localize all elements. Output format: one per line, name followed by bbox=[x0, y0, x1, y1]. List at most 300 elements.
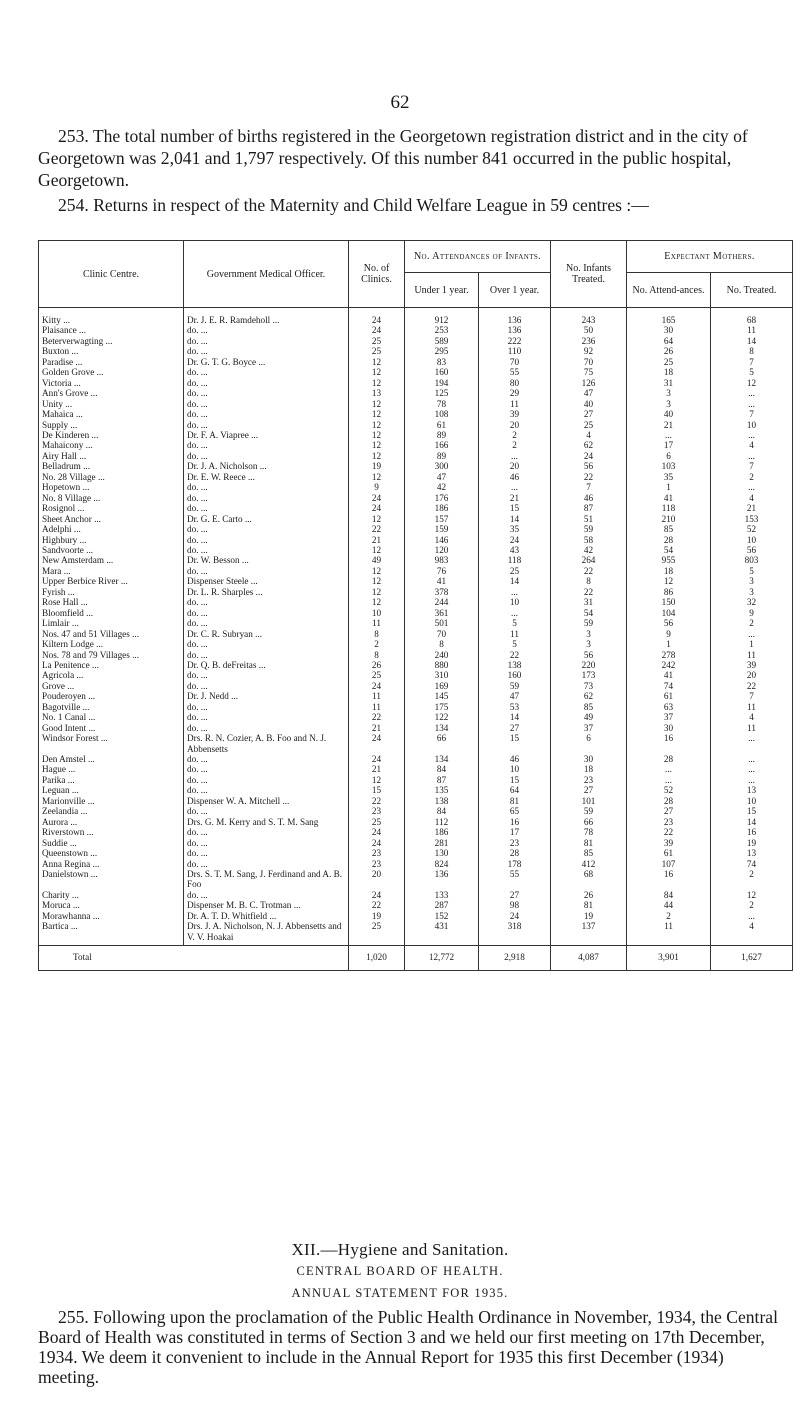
clinic-centre-cell: Marionville ... bbox=[39, 796, 184, 806]
mothers-treated-cell: 10 bbox=[711, 420, 793, 430]
clinics-cell: 23 bbox=[349, 848, 405, 858]
clinic-centre-cell: No. 8 Village ... bbox=[39, 493, 184, 503]
under-1-cell: 431 bbox=[405, 921, 479, 945]
clinics-cell: 21 bbox=[349, 723, 405, 733]
header-mothers-treated: No. Treated. bbox=[711, 273, 793, 308]
mothers-treated-cell: ... bbox=[711, 482, 793, 492]
table-row bbox=[39, 838, 793, 848]
clinic-centre-cell: Riverstown ... bbox=[39, 827, 184, 837]
officer-cell: do. ... bbox=[184, 409, 349, 419]
table-row bbox=[39, 775, 793, 785]
under-1-cell: 361 bbox=[405, 608, 479, 618]
mothers-treated-cell: 68 bbox=[711, 308, 793, 326]
mother-attendances-cell: 17 bbox=[627, 440, 711, 450]
mother-attendances-cell: 278 bbox=[627, 650, 711, 660]
officer-cell: do. ... bbox=[184, 399, 349, 409]
over-1-cell: ... bbox=[479, 608, 551, 618]
mother-attendances-cell: 103 bbox=[627, 461, 711, 471]
table-row bbox=[39, 357, 793, 367]
mothers-treated-cell: 1 bbox=[711, 639, 793, 649]
under-1-cell: 194 bbox=[405, 378, 479, 388]
mother-attendances-cell: 28 bbox=[627, 535, 711, 545]
clinic-centre-cell: Den Amstel ... bbox=[39, 754, 184, 764]
mothers-treated-cell: 5 bbox=[711, 566, 793, 576]
mother-attendances-cell: 21 bbox=[627, 420, 711, 430]
clinic-centre-cell: Rose Hall ... bbox=[39, 597, 184, 607]
infants-treated-cell: 75 bbox=[551, 367, 627, 377]
mother-attendances-cell: 1 bbox=[627, 639, 711, 649]
over-1-cell: 5 bbox=[479, 639, 551, 649]
under-1-cell: 166 bbox=[405, 440, 479, 450]
over-1-cell: 53 bbox=[479, 702, 551, 712]
infants-treated-cell: 243 bbox=[551, 308, 627, 326]
clinics-cell: 12 bbox=[349, 378, 405, 388]
clinics-cell: 21 bbox=[349, 764, 405, 774]
infants-treated-cell: 22 bbox=[551, 566, 627, 576]
under-1-cell: 122 bbox=[405, 712, 479, 722]
clinics-cell: 19 bbox=[349, 911, 405, 921]
clinics-cell: 24 bbox=[349, 325, 405, 335]
infants-treated-cell: 50 bbox=[551, 325, 627, 335]
mother-attendances-cell: 104 bbox=[627, 608, 711, 618]
clinic-centre-cell: Kiltern Lodge ... bbox=[39, 639, 184, 649]
table-row bbox=[39, 712, 793, 722]
officer-cell: do. ... bbox=[184, 493, 349, 503]
infants-treated-cell: 68 bbox=[551, 869, 627, 890]
infants-treated-cell: 42 bbox=[551, 545, 627, 555]
officer-cell: do. ... bbox=[184, 597, 349, 607]
mothers-treated-cell: 11 bbox=[711, 702, 793, 712]
table-row bbox=[39, 900, 793, 910]
clinic-centre-cell: Supply ... bbox=[39, 420, 184, 430]
table-row bbox=[39, 785, 793, 795]
clinic-centre-cell: Hague ... bbox=[39, 764, 184, 774]
mother-attendances-cell: 41 bbox=[627, 670, 711, 680]
statement-heading: ANNUAL STATEMENT FOR 1935. bbox=[291, 1286, 509, 1300]
over-1-cell: 222 bbox=[479, 336, 551, 346]
under-1-cell: 176 bbox=[405, 493, 479, 503]
under-1-cell: 589 bbox=[405, 336, 479, 346]
mother-attendances-cell: ... bbox=[627, 775, 711, 785]
table-row bbox=[39, 503, 793, 513]
table-row bbox=[39, 921, 793, 945]
mothers-treated-cell: ... bbox=[711, 764, 793, 774]
clinics-cell: 12 bbox=[349, 545, 405, 555]
over-1-cell: 20 bbox=[479, 461, 551, 471]
clinics-cell: 12 bbox=[349, 430, 405, 440]
officer-cell: do. ... bbox=[184, 859, 349, 869]
total-infants-treated: 4,087 bbox=[551, 946, 627, 970]
mother-attendances-cell: 28 bbox=[627, 754, 711, 764]
clinics-cell: 12 bbox=[349, 399, 405, 409]
over-1-cell: 24 bbox=[479, 911, 551, 921]
table-row bbox=[39, 493, 793, 503]
infants-treated-cell: 173 bbox=[551, 670, 627, 680]
clinics-cell: 25 bbox=[349, 817, 405, 827]
under-1-cell: 186 bbox=[405, 503, 479, 513]
table-row bbox=[39, 817, 793, 827]
officer-cell: do. ... bbox=[184, 775, 349, 785]
table-row bbox=[39, 911, 793, 921]
mother-attendances-cell: 61 bbox=[627, 691, 711, 701]
over-1-cell: 47 bbox=[479, 691, 551, 701]
mothers-treated-cell: 2 bbox=[711, 900, 793, 910]
under-1-cell: 84 bbox=[405, 806, 479, 816]
officer-cell: do. ... bbox=[184, 723, 349, 733]
under-1-cell: 281 bbox=[405, 838, 479, 848]
header-attendances-infants: No. Attendances of Infants. bbox=[405, 241, 551, 273]
header-infants-treated: No. Infants Treated. bbox=[551, 241, 627, 308]
officer-cell: do. ... bbox=[184, 618, 349, 628]
table-row bbox=[39, 482, 793, 492]
clinic-centre-cell: Zeelandia ... bbox=[39, 806, 184, 816]
mother-attendances-cell: 18 bbox=[627, 367, 711, 377]
under-1-cell: 501 bbox=[405, 618, 479, 628]
clinic-centre-cell: Golden Grove ... bbox=[39, 367, 184, 377]
over-1-cell: 17 bbox=[479, 827, 551, 837]
clinic-centre-cell: Parika ... bbox=[39, 775, 184, 785]
under-1-cell: 108 bbox=[405, 409, 479, 419]
mother-attendances-cell: 85 bbox=[627, 524, 711, 534]
infants-treated-cell: 59 bbox=[551, 524, 627, 534]
mothers-treated-cell: 2 bbox=[711, 472, 793, 482]
officer-cell: do. ... bbox=[184, 806, 349, 816]
paragraph-255: 255. Following upon the proclamation of the Public Health Ordinance in November, 1934, the Central Board of Health was constituted in terms of Section 3 and we held our first meeting on 17th December, 1934. We deem it convenient to include in the Annual Report for 1935 this first December (1934) meeting. bbox=[38, 1307, 778, 1387]
over-1-cell: 10 bbox=[479, 597, 551, 607]
table-row bbox=[39, 472, 793, 482]
under-1-cell: 300 bbox=[405, 461, 479, 471]
over-1-cell: 23 bbox=[479, 838, 551, 848]
infants-treated-cell: 18 bbox=[551, 764, 627, 774]
over-1-cell: 35 bbox=[479, 524, 551, 534]
clinics-cell: 12 bbox=[349, 367, 405, 377]
under-1-cell: 152 bbox=[405, 911, 479, 921]
mother-attendances-cell: 118 bbox=[627, 503, 711, 513]
table-row bbox=[39, 859, 793, 869]
under-1-cell: 89 bbox=[405, 430, 479, 440]
officer-cell: do. ... bbox=[184, 346, 349, 356]
clinics-cell: 22 bbox=[349, 712, 405, 722]
clinics-cell: 11 bbox=[349, 618, 405, 628]
over-1-cell: 15 bbox=[479, 775, 551, 785]
clinic-centre-cell: La Penitence ... bbox=[39, 660, 184, 670]
clinic-centre-cell: Buxton ... bbox=[39, 346, 184, 356]
mothers-treated-cell: 14 bbox=[711, 817, 793, 827]
infants-treated-cell: 22 bbox=[551, 472, 627, 482]
infants-treated-cell: 30 bbox=[551, 754, 627, 764]
under-1-cell: 134 bbox=[405, 754, 479, 764]
clinics-cell: 12 bbox=[349, 587, 405, 597]
mother-attendances-cell: 16 bbox=[627, 733, 711, 754]
table-row bbox=[39, 308, 793, 326]
mothers-treated-cell: 12 bbox=[711, 378, 793, 388]
clinic-centre-cell: Fyrish ... bbox=[39, 587, 184, 597]
mothers-treated-cell: ... bbox=[711, 629, 793, 639]
mothers-treated-cell: ... bbox=[711, 430, 793, 440]
paragraph-254: 254. Returns in respect of the Maternity and Child Welfare League in 59 centres :— bbox=[58, 195, 649, 215]
clinic-centre-cell: Mara ... bbox=[39, 566, 184, 576]
mothers-treated-cell: 7 bbox=[711, 691, 793, 701]
over-1-cell: 29 bbox=[479, 388, 551, 398]
clinics-cell: 12 bbox=[349, 566, 405, 576]
officer-cell: do. ... bbox=[184, 670, 349, 680]
over-1-cell: 28 bbox=[479, 848, 551, 858]
infants-treated-cell: 26 bbox=[551, 890, 627, 900]
officer-cell: Dr. Q. B. deFreitas ... bbox=[184, 660, 349, 670]
mothers-treated-cell: 7 bbox=[711, 461, 793, 471]
table-row bbox=[39, 733, 793, 754]
under-1-cell: 159 bbox=[405, 524, 479, 534]
clinic-centre-cell: New Amsterdam ... bbox=[39, 555, 184, 565]
officer-cell: do. ... bbox=[184, 838, 349, 848]
clinics-cell: 24 bbox=[349, 838, 405, 848]
clinics-cell: 49 bbox=[349, 555, 405, 565]
clinic-centre-cell: Mahaica ... bbox=[39, 409, 184, 419]
over-1-cell: 25 bbox=[479, 566, 551, 576]
header-officer: Government Medical Officer. bbox=[184, 241, 349, 308]
infants-treated-cell: 27 bbox=[551, 785, 627, 795]
mother-attendances-cell: 54 bbox=[627, 545, 711, 555]
infants-treated-cell: 59 bbox=[551, 618, 627, 628]
clinics-cell: 23 bbox=[349, 806, 405, 816]
under-1-cell: 880 bbox=[405, 660, 479, 670]
table-row bbox=[39, 325, 793, 335]
mother-attendances-cell: 63 bbox=[627, 702, 711, 712]
under-1-cell: 310 bbox=[405, 670, 479, 680]
table-row bbox=[39, 451, 793, 461]
under-1-cell: 169 bbox=[405, 681, 479, 691]
under-1-cell: 186 bbox=[405, 827, 479, 837]
clinic-centre-cell: Mahaicony ... bbox=[39, 440, 184, 450]
infants-treated-cell: 7 bbox=[551, 482, 627, 492]
clinics-cell: 24 bbox=[349, 827, 405, 837]
clinics-cell: 22 bbox=[349, 900, 405, 910]
under-1-cell: 175 bbox=[405, 702, 479, 712]
mother-attendances-cell: 27 bbox=[627, 806, 711, 816]
table-row bbox=[39, 524, 793, 534]
under-1-cell: 244 bbox=[405, 597, 479, 607]
under-1-cell: 112 bbox=[405, 817, 479, 827]
over-1-cell: 24 bbox=[479, 535, 551, 545]
mothers-treated-cell: 803 bbox=[711, 555, 793, 565]
officer-cell: Dr. W. Besson ... bbox=[184, 555, 349, 565]
infants-treated-cell: 70 bbox=[551, 357, 627, 367]
mothers-treated-cell: 7 bbox=[711, 409, 793, 419]
over-1-cell: 15 bbox=[479, 733, 551, 754]
clinics-cell: 8 bbox=[349, 650, 405, 660]
under-1-cell: 253 bbox=[405, 325, 479, 335]
over-1-cell: 118 bbox=[479, 555, 551, 565]
over-1-cell: 14 bbox=[479, 514, 551, 524]
clinics-cell: 11 bbox=[349, 702, 405, 712]
officer-cell: do. ... bbox=[184, 420, 349, 430]
table-row bbox=[39, 587, 793, 597]
mother-attendances-cell: 40 bbox=[627, 409, 711, 419]
over-1-cell: 110 bbox=[479, 346, 551, 356]
clinic-centre-cell: Good Intent ... bbox=[39, 723, 184, 733]
table-row bbox=[39, 702, 793, 712]
mother-attendances-cell: 56 bbox=[627, 618, 711, 628]
infants-treated-cell: 81 bbox=[551, 900, 627, 910]
clinics-cell: 12 bbox=[349, 451, 405, 461]
infants-treated-cell: 24 bbox=[551, 451, 627, 461]
table-body bbox=[39, 308, 793, 946]
under-1-cell: 157 bbox=[405, 514, 479, 524]
mothers-treated-cell: ... bbox=[711, 388, 793, 398]
mother-attendances-cell: 28 bbox=[627, 796, 711, 806]
clinic-centre-cell: Upper Berbice River ... bbox=[39, 576, 184, 586]
under-1-cell: 8 bbox=[405, 639, 479, 649]
over-1-cell: 43 bbox=[479, 545, 551, 555]
mother-attendances-cell: ... bbox=[627, 764, 711, 774]
over-1-cell: 136 bbox=[479, 308, 551, 326]
mothers-treated-cell: 2 bbox=[711, 618, 793, 628]
clinic-centre-cell: No. 1 Canal ... bbox=[39, 712, 184, 722]
mother-attendances-cell: 74 bbox=[627, 681, 711, 691]
clinic-centre-cell: Sandvoorte ... bbox=[39, 545, 184, 555]
under-1-cell: 378 bbox=[405, 587, 479, 597]
officer-cell: do. ... bbox=[184, 388, 349, 398]
clinics-cell: 21 bbox=[349, 535, 405, 545]
table-row bbox=[39, 650, 793, 660]
clinics-cell: 12 bbox=[349, 576, 405, 586]
header-clinic-centre: Clinic Centre. bbox=[39, 241, 184, 308]
infants-treated-cell: 49 bbox=[551, 712, 627, 722]
mothers-treated-cell: 153 bbox=[711, 514, 793, 524]
mother-attendances-cell: 35 bbox=[627, 472, 711, 482]
officer-cell: Dr. J. Nedd ... bbox=[184, 691, 349, 701]
officer-cell: do. ... bbox=[184, 325, 349, 335]
over-1-cell: 27 bbox=[479, 723, 551, 733]
clinic-centre-cell: Leguan ... bbox=[39, 785, 184, 795]
mother-attendances-cell: 39 bbox=[627, 838, 711, 848]
infants-treated-cell: 40 bbox=[551, 399, 627, 409]
officer-cell: do. ... bbox=[184, 702, 349, 712]
clinics-cell: 12 bbox=[349, 775, 405, 785]
infants-treated-cell: 51 bbox=[551, 514, 627, 524]
under-1-cell: 41 bbox=[405, 576, 479, 586]
mothers-treated-cell: 10 bbox=[711, 535, 793, 545]
table-row bbox=[39, 535, 793, 545]
clinic-centre-cell: De Kinderen ... bbox=[39, 430, 184, 440]
over-1-cell: 39 bbox=[479, 409, 551, 419]
officer-cell: do. ... bbox=[184, 681, 349, 691]
under-1-cell: 42 bbox=[405, 482, 479, 492]
mothers-treated-cell: 16 bbox=[711, 827, 793, 837]
header-clinics: No. of Clinics. bbox=[349, 241, 405, 308]
under-1-cell: 130 bbox=[405, 848, 479, 858]
mother-attendances-cell: 165 bbox=[627, 308, 711, 326]
under-1-cell: 287 bbox=[405, 900, 479, 910]
header-mother-attendances: No. Attend-ances. bbox=[627, 273, 711, 308]
clinics-cell: 25 bbox=[349, 921, 405, 945]
header-over-1-year: Over 1 year. bbox=[479, 273, 551, 308]
page-number: 62 bbox=[390, 92, 410, 113]
officer-cell: do. ... bbox=[184, 566, 349, 576]
officer-cell: do. ... bbox=[184, 785, 349, 795]
table-row bbox=[39, 660, 793, 670]
clinic-centre-cell: Rosignol ... bbox=[39, 503, 184, 513]
mother-attendances-cell: 31 bbox=[627, 378, 711, 388]
officer-cell: do. ... bbox=[184, 367, 349, 377]
over-1-cell: 318 bbox=[479, 921, 551, 945]
table-row bbox=[39, 629, 793, 639]
under-1-cell: 983 bbox=[405, 555, 479, 565]
board-heading: CENTRAL BOARD OF HEALTH. bbox=[296, 1264, 504, 1278]
mothers-treated-cell: 39 bbox=[711, 660, 793, 670]
officer-cell: Drs. G. M. Kerry and S. T. M. Sang bbox=[184, 817, 349, 827]
over-1-cell: 70 bbox=[479, 357, 551, 367]
mother-attendances-cell: 26 bbox=[627, 346, 711, 356]
clinic-centre-cell: Victoria ... bbox=[39, 378, 184, 388]
clinics-cell: 12 bbox=[349, 409, 405, 419]
over-1-cell: ... bbox=[479, 482, 551, 492]
officer-cell: do. ... bbox=[184, 827, 349, 837]
table-row bbox=[39, 378, 793, 388]
table-row bbox=[39, 618, 793, 628]
mothers-treated-cell: 3 bbox=[711, 576, 793, 586]
officer-cell: do. ... bbox=[184, 650, 349, 660]
over-1-cell: 46 bbox=[479, 754, 551, 764]
officer-cell: do. ... bbox=[184, 754, 349, 764]
clinic-centre-cell: Highbury ... bbox=[39, 535, 184, 545]
infants-treated-cell: 92 bbox=[551, 346, 627, 356]
over-1-cell: 11 bbox=[479, 399, 551, 409]
clinic-centre-cell: Danielstown ... bbox=[39, 869, 184, 890]
total-under-1: 12,772 bbox=[405, 946, 479, 970]
officer-cell: do. ... bbox=[184, 440, 349, 450]
clinic-centre-cell: No. 28 Village ... bbox=[39, 472, 184, 482]
under-1-cell: 912 bbox=[405, 308, 479, 326]
mothers-treated-cell: ... bbox=[711, 733, 793, 754]
infants-treated-cell: 58 bbox=[551, 535, 627, 545]
infants-treated-cell: 62 bbox=[551, 440, 627, 450]
infants-treated-cell: 3 bbox=[551, 639, 627, 649]
clinic-centre-cell: Moruca ... bbox=[39, 900, 184, 910]
officer-cell: Dr. J. E. R. Ramdeholl ... bbox=[184, 308, 349, 326]
mothers-treated-cell: 15 bbox=[711, 806, 793, 816]
clinics-cell: 15 bbox=[349, 785, 405, 795]
clinic-centre-cell: Nos. 78 and 79 Villages ... bbox=[39, 650, 184, 660]
mother-attendances-cell: 955 bbox=[627, 555, 711, 565]
clinics-cell: 12 bbox=[349, 514, 405, 524]
under-1-cell: 133 bbox=[405, 890, 479, 900]
infants-treated-cell: 126 bbox=[551, 378, 627, 388]
mother-attendances-cell: 41 bbox=[627, 493, 711, 503]
under-1-cell: 136 bbox=[405, 869, 479, 890]
over-1-cell: 15 bbox=[479, 503, 551, 513]
infants-treated-cell: 137 bbox=[551, 921, 627, 945]
over-1-cell: 11 bbox=[479, 629, 551, 639]
under-1-cell: 87 bbox=[405, 775, 479, 785]
table-row bbox=[39, 796, 793, 806]
clinic-centre-cell: Unity ... bbox=[39, 399, 184, 409]
mothers-treated-cell: 13 bbox=[711, 848, 793, 858]
over-1-cell: 21 bbox=[479, 493, 551, 503]
mothers-treated-cell: 12 bbox=[711, 890, 793, 900]
clinics-cell: 24 bbox=[349, 754, 405, 764]
mother-attendances-cell: 23 bbox=[627, 817, 711, 827]
officer-cell: do. ... bbox=[184, 524, 349, 534]
paragraph-253: 253. The total number of births registered in the Georgetown registration district and in the city of Georgetown was 2,041 and 1,797 respectively. Of this number 841 occurred in the public hospital, Georgetown. bbox=[38, 126, 748, 190]
infants-treated-cell: 59 bbox=[551, 806, 627, 816]
mothers-treated-cell: 4 bbox=[711, 712, 793, 722]
infants-treated-cell: 56 bbox=[551, 650, 627, 660]
clinics-cell: 11 bbox=[349, 691, 405, 701]
table-row bbox=[39, 754, 793, 764]
table-row bbox=[39, 764, 793, 774]
mothers-treated-cell: 3 bbox=[711, 587, 793, 597]
